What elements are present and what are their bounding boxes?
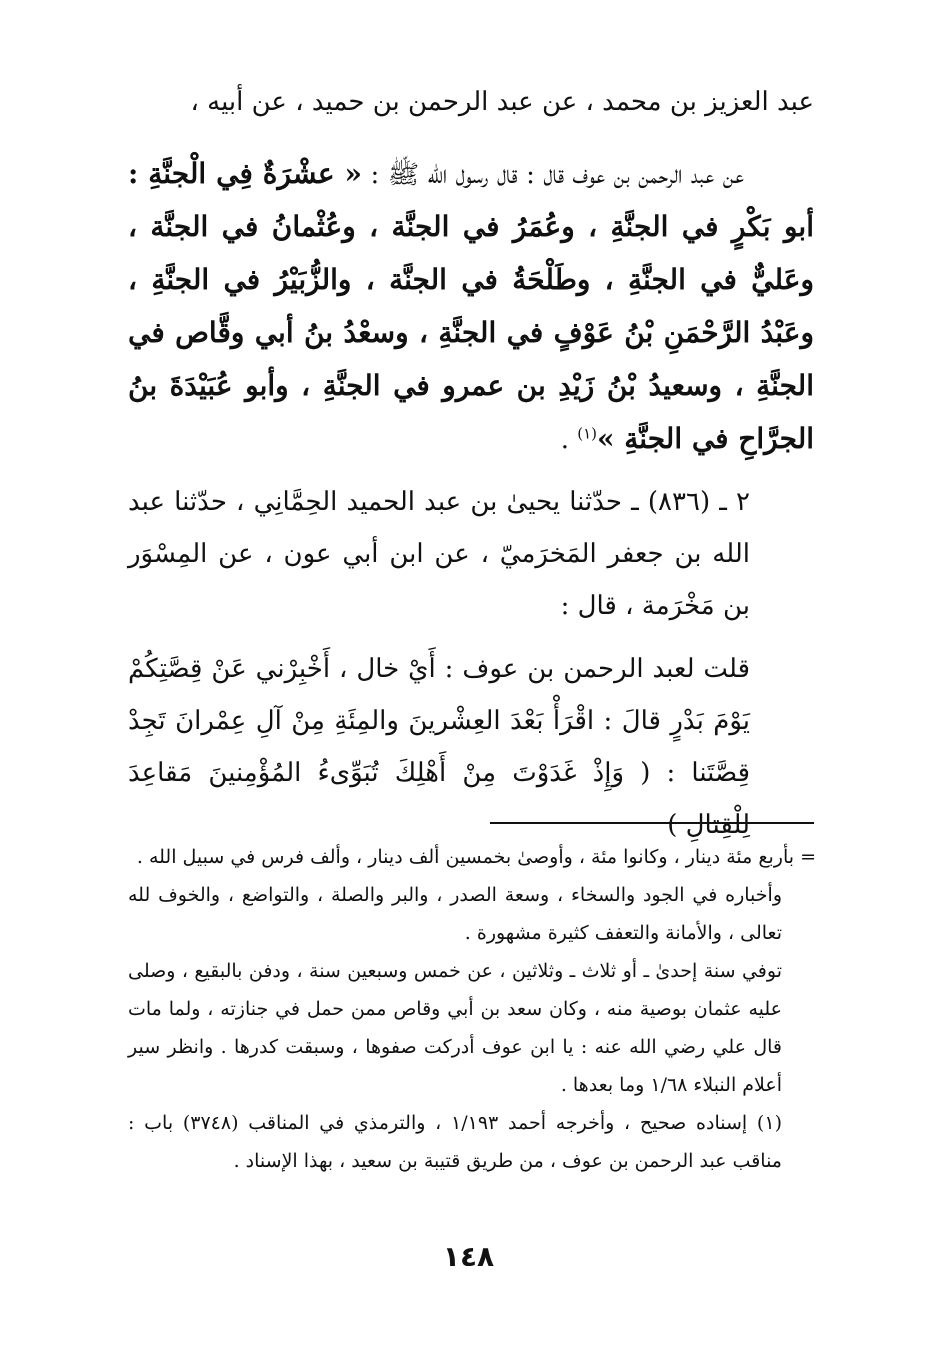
- footnote-ref: (١): [577, 424, 597, 443]
- paragraph-hadith-ten-in-paradise: [128, 148, 814, 466]
- footnote-1: (١) إسناده صحيح ، وأخرجه أحمد ١/١٩٣ ، والترمذي في المناقب (٣٧٤٨) باب : مناقب عبد الرحمن بن عوف ، من طريق قتيبة بن سعيد ، بهذا الإسناد .: [128, 1112, 782, 1172]
- paragraph-text: عبد العزيز بن محمد ، عن عبد الرحمن بن حميد ، عن أبيه ،: [190, 87, 814, 117]
- paragraph-text: ٢ ـ (٨٣٦) ـ حدّثنا يحيىٰ بن عبد الحميد الحِمَّانِي ، حدّثنا عبد الله بن جعفر المَخرَميّ ، عن ابن أبي عون ، عن المِسْوَر بن مَخْرَمة ، قال :: [128, 487, 750, 621]
- paragraph-text: [128, 148, 814, 466]
- paragraph-text: قلت لعبد الرحمن بن عوف : أَيْ خال ، أَخْبِرْني عَنْ قِصَّتِكُمْ يَوْمَ بَدْرٍ قالَ : اقْرَأْ بَعْدَ العِشْرينَ والمِئَةِ مِنْ آلِ عِمْرانَ تَجِدْ قِصَّتَنا : ( وَإِذْ غَدَوْتَ مِنْ أَهْلِكَ تُبَوِّىءُ المُؤْمِنينَ مَقاعِدَ لِلْقِتالِ ): [128, 654, 750, 840]
- page-number: ١٤٨: [442, 1240, 495, 1273]
- footnote-paragraph: توفي سنة إحدىٰ ـ أو ثلاث ـ وثلاثين ، عن خمس وسبعين سنة ، ودفن بالبقيع ، وصلى عليه عثمان بوصية منه ، وكان سعد بن أبي وقاص ممن حمل في جنازته ، ولما مات قال علي رضي الله عنه : يا ابن عوف أدركت صفوها ، وسبقت كدرها . وانظر سير أعلام النبلاء ١/٦٨ وما بعدها .: [128, 960, 782, 1096]
- footnote-divider: [490, 822, 814, 824]
- footnote-paragraph: وأخباره في الجود والسخاء ، وسعة الصدر ، والبر والصلة ، والتواضع ، والخوف لله تعالى ، والأمانة والتعفف كثيرة مشهورة .: [128, 884, 782, 944]
- footnotes: [128, 838, 816, 1180]
- paragraph-isnad-continuation: [128, 76, 814, 128]
- hadith-intro: عن عبد الرحمن بن عوف قال : قال رسول الله ﷺ :: [370, 160, 745, 190]
- paragraph-badr-story: [128, 643, 814, 851]
- hadith-end: .: [560, 425, 578, 455]
- footnote-continuation: = بأربع مئة دينار ، وكانوا مئة ، وأوصىٰ بخمسين ألف دينار ، وألف فرس في سبيل الله .: [136, 846, 816, 868]
- paragraph-hadith-836: [128, 476, 814, 632]
- hadith-matn: « عشْرَةٌ فِي الْجنَّةِ : أبو بَكْرٍ في الجنَّةِ ، وعُمَرُ في الجنَّة ، وعُثْمانُ في الجنَّة ، وعَليٌّ في الجنَّةِ ، وطَلْحَةُ في الجنَّة ، والزُّبَيْرُ في الجنَّةِ ، وعَبْدُ الرَّحْمَنِ بْنُ عَوْفٍ في الجنَّةِ ، وسعْدُ بنُ أبي وقَّاص في الجنَّةِ ، وسعيدُ بْنُ زَيْدِ بن عمرو في الجنَّةِ ، وأبو عُبَيْدَةَ بنُ الجرَّاحِ في الجنَّةِ »: [128, 157, 814, 455]
